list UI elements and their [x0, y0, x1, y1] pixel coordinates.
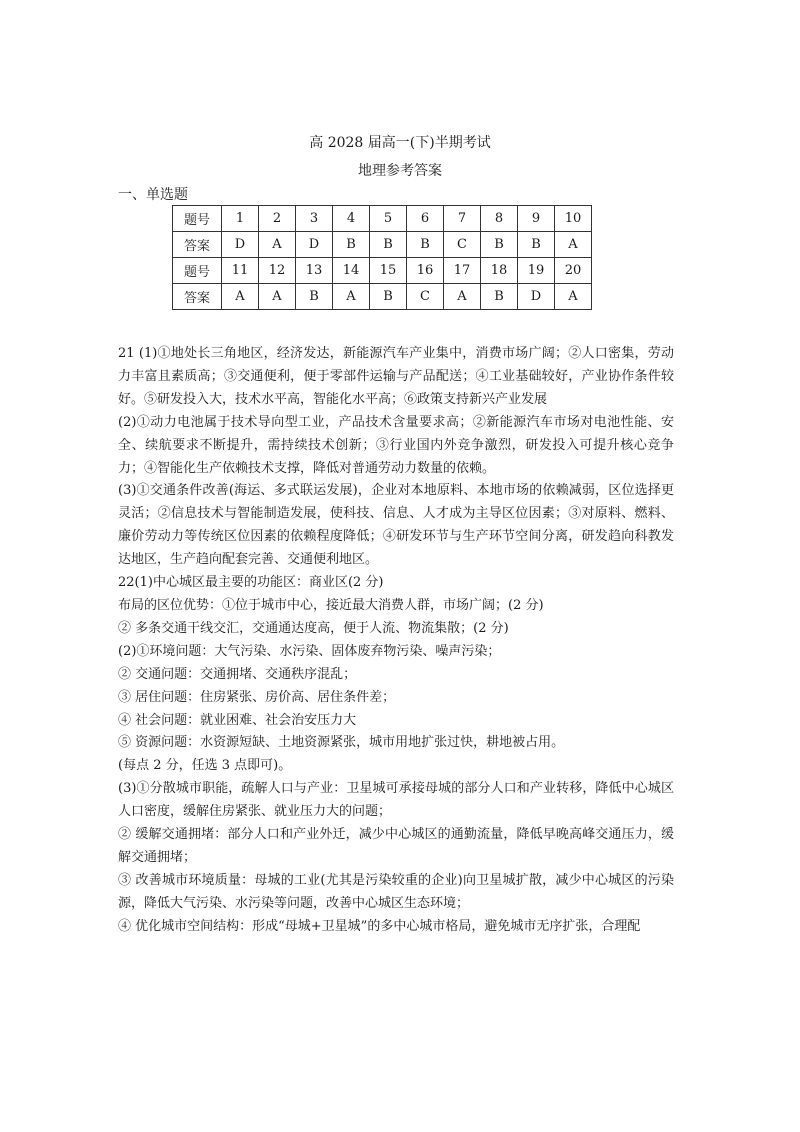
table-cell: B: [481, 284, 518, 310]
table-row-header-cell: 答案: [173, 232, 222, 258]
paragraph: (2)①动力电池属于技术导向型工业，产品技术含量要求高；②新能源汽车市场对电池性能、安全、续航要求不断提升，需持续技术创新；③行业国内外竞争激烈，研发投入可提升核心竞争力；④智能化生产依赖技术支撑，降低对普通劳动力数量的依赖。: [118, 414, 674, 476]
table-cell: B: [518, 232, 555, 258]
table-cell: 1: [222, 206, 259, 232]
table-row-header-cell: 答案: [173, 284, 222, 310]
table-cell: 17: [444, 258, 481, 284]
table-cell: 5: [370, 206, 407, 232]
table-cell: A: [333, 284, 370, 310]
table-cell: B: [407, 232, 444, 258]
table-row: [173, 206, 592, 232]
table-row: [173, 284, 592, 310]
table-cell: 12: [259, 258, 296, 284]
table-cell: 6: [407, 206, 444, 232]
table-cell: 14: [333, 258, 370, 284]
table-cell: B: [333, 232, 370, 258]
answer-body: [118, 343, 674, 939]
table-cell: 13: [296, 258, 333, 284]
paragraph: 布局的区位优势：①位于城市中心，接近最大消费人群，市场广阔；(2 分): [118, 597, 544, 613]
paragraph: (2)①环境问题：大气污染、水污染、固体废弃物污染、噪声污染；: [118, 643, 501, 659]
table-cell: 20: [555, 258, 592, 284]
table-cell: 7: [444, 206, 481, 232]
page-title: 高 2028 届高一(下)半期考试: [309, 135, 491, 151]
paragraph: ③ 改善城市环境质量：母城的工业(尤其是污染较重的企业)向卫星城扩散，减少中心城区的污染源，降低大气污染、水污染等问题，改善中心城区生态环境；: [118, 872, 674, 911]
table-cell: C: [407, 284, 444, 310]
table-cell: A: [259, 232, 296, 258]
table-cell: 3: [296, 206, 333, 232]
table-cell: 11: [222, 258, 259, 284]
table-cell: 10: [555, 206, 592, 232]
table-cell: A: [555, 284, 592, 310]
paragraph: (3)①交通条件改善(海运、多式联运发展)，企业对本地原料、本地市场的依赖减弱，区位选择更灵活；②信息技术与智能制造发展，使科技、信息、人才成为主导区位因素；③对原料、燃料、廉价劳动力等传统区位因素的依赖程度降低；④研发环节与生产环节空间分离，研发趋向科教发达地区，生产趋向配套完善、交通便利地区。: [118, 483, 674, 568]
table-cell: 9: [518, 206, 555, 232]
paragraph: ② 交通问题：交通拥堵、交通秩序混乱；: [118, 666, 357, 682]
table-row-header-cell: 题号: [173, 206, 222, 232]
table-cell: D: [222, 232, 259, 258]
table-cell: 19: [518, 258, 555, 284]
table-cell: 16: [407, 258, 444, 284]
paragraph: ⑤ 资源问题：水资源短缺、土地资源紧张，城市用地扩张过快，耕地被占用。: [118, 735, 565, 751]
page-subtitle: 地理参考答案: [358, 163, 442, 179]
paragraph: 21 (1)①地处长三角地区，经济发达，新能源汽车产业集中，消费市场广阔；②人口密集，劳动力丰富且素质高；③交通便利，便于零部件运输与产品配送；④工业基础较好，产业协作条件较好。⑤研发投入大，技术水平高，智能化水平高；⑥政策支持新兴产业发展: [118, 346, 674, 407]
paragraph: (3)①分散城市职能，疏解人口与产业：卫星城可承接母城的部分人口和产业转移，降低中心城区人口密度，缓解住房紧张、就业压力大的问题；: [118, 781, 674, 820]
table-row-header-cell: 题号: [173, 258, 222, 284]
paragraph: ② 多条交通干线交汇，交通通达度高，便于人流、物流集散；(2 分): [118, 620, 509, 636]
table-cell: D: [296, 232, 333, 258]
paragraph: (每点 2 分，任选 3 点即可)。: [118, 758, 292, 774]
table-cell: D: [518, 284, 555, 310]
table-cell: 8: [481, 206, 518, 232]
paragraph: ④ 优化城市空间结构：形成“母城+卫星城”的多中心城市格局，避免城市无序扩张，合理配: [118, 918, 641, 934]
table-cell: A: [555, 232, 592, 258]
table-row: [173, 232, 592, 258]
table-row: [173, 258, 592, 284]
paragraph: ④ 社会问题：就业困难、社会治安压力大: [118, 712, 357, 728]
section-heading: 一、单选题: [118, 187, 188, 203]
table-cell: A: [222, 284, 259, 310]
answer-table: [172, 205, 592, 310]
table-cell: 4: [333, 206, 370, 232]
paragraph: 22(1)中心城区最主要的功能区：商业区(2 分): [118, 575, 384, 591]
table-cell: 18: [481, 258, 518, 284]
paragraph: ② 缓解交通拥堵：部分人口和产业外迁，减少中心城区的通勤流量，降低早晚高峰交通压力，缓解交通拥堵；: [118, 827, 674, 865]
table-cell: B: [296, 284, 333, 310]
table-cell: B: [370, 284, 407, 310]
table-cell: 2: [259, 206, 296, 232]
table-cell: B: [481, 232, 518, 258]
table-cell: B: [370, 232, 407, 258]
paragraph: ③ 居住问题：住房紧张、房价高、居住条件差；: [118, 689, 396, 705]
table-cell: 15: [370, 258, 407, 284]
table-cell: A: [444, 284, 481, 310]
table-cell: A: [259, 284, 296, 310]
table-cell: C: [444, 232, 481, 258]
